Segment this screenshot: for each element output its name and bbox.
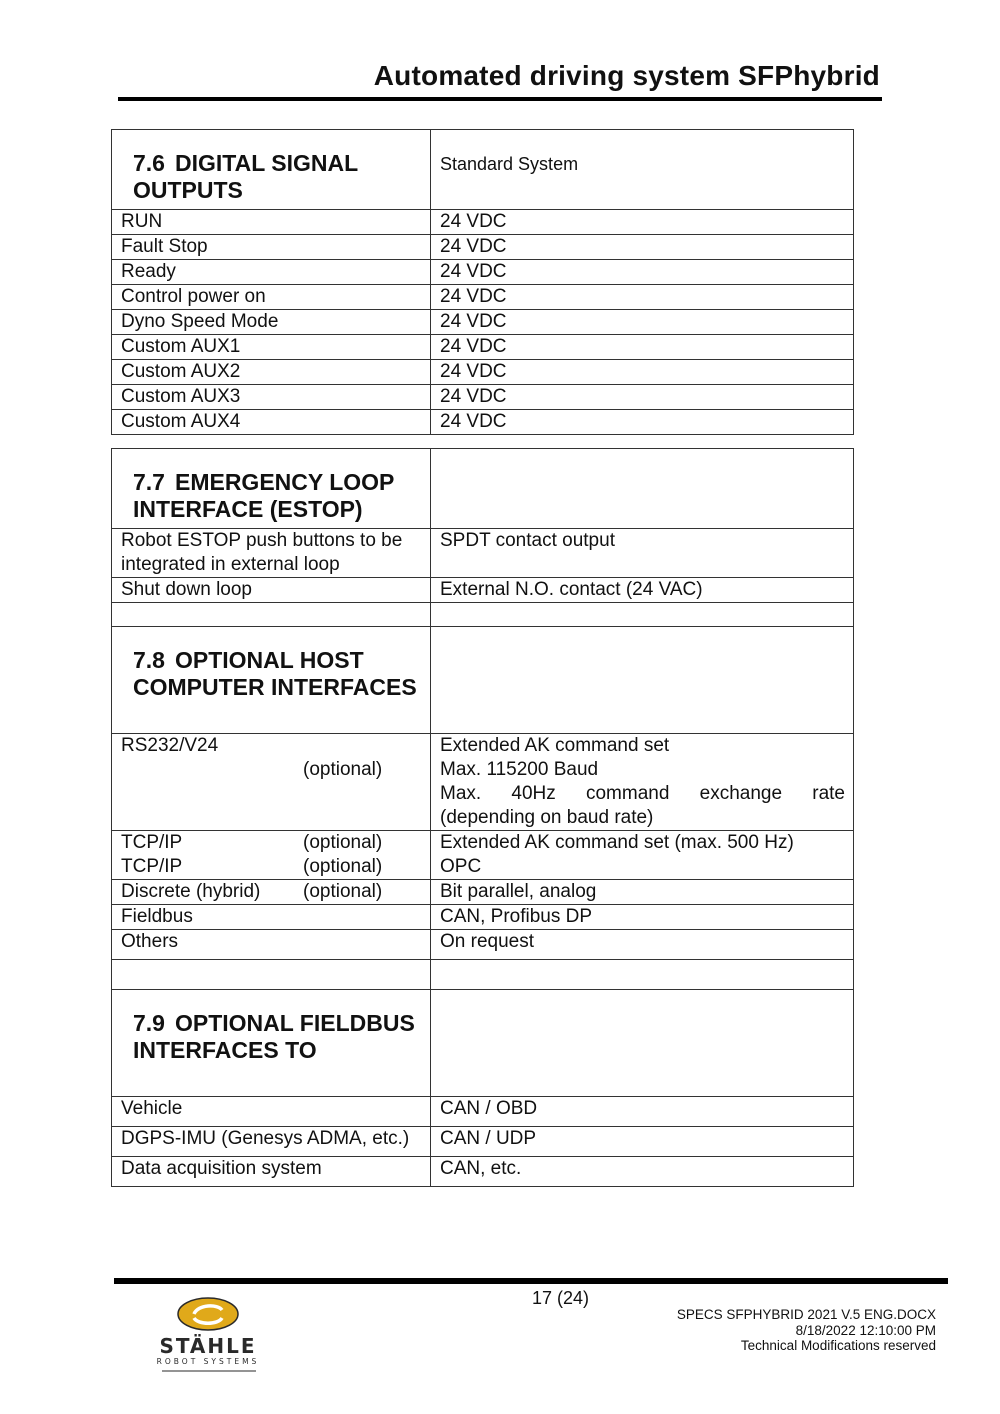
- section-title: 7.9 OPTIONAL FIELDBUS INTERFACES TO: [133, 1010, 415, 1063]
- section-number: 7.8: [133, 647, 165, 673]
- table-row: DGPS-IMU (Genesys ADMA, etc.) CAN / UDP: [112, 1127, 854, 1157]
- section-header-7-7: [112, 449, 854, 529]
- section-title: 7.6 DIGITAL SIGNAL OUTPUTS: [133, 150, 358, 203]
- table-row: Discrete (hybrid) (optional) Bit parallel, analog: [112, 880, 854, 905]
- rs232-label: RS232/V24: [121, 735, 219, 756]
- footer-rule: [114, 1278, 948, 1284]
- table-row: Custom AUX1 24 VDC: [112, 335, 854, 360]
- section-title: 7.8 OPTIONAL HOST COMPUTER INTERFACES: [133, 647, 417, 700]
- table-row: Others On request: [112, 930, 854, 960]
- table-row: Dyno Speed Mode 24 VDC: [112, 310, 854, 335]
- section-number: 7.7: [133, 469, 165, 495]
- table-row: Shut down loop External N.O. contact (24 VAC): [112, 578, 854, 603]
- section-number: 7.9: [133, 1010, 165, 1036]
- digital-outputs-table: [111, 129, 854, 435]
- section-note: Standard System: [431, 130, 854, 210]
- table-row: Vehicle CAN / OBD: [112, 1097, 854, 1127]
- section-header-7-9: [112, 990, 854, 1097]
- section-header-7-6: [112, 130, 854, 210]
- optional-tag: (optional): [303, 832, 383, 853]
- optional-tag: (optional): [303, 759, 383, 780]
- table-row: Fieldbus CAN, Profibus DP: [112, 905, 854, 930]
- table-row: RUN 24 VDC: [112, 210, 854, 235]
- table-row: Fault Stop 24 VDC: [112, 235, 854, 260]
- section-header-7-8: [112, 627, 854, 734]
- footer-meta: [677, 1307, 936, 1354]
- optional-tag: (optional): [303, 856, 383, 877]
- document-date: 8/18/2022 12:10:00 PM: [795, 1322, 936, 1338]
- header-rule: [118, 97, 882, 101]
- table-row: Data acquisition system CAN, etc.: [112, 1157, 854, 1187]
- table-row: Custom AUX3 24 VDC: [112, 385, 854, 410]
- document-filename: SPECS SFPHYBRID 2021 V.5 ENG.DOCX: [676, 1307, 936, 1322]
- logo-subtitle: ROBOT SYSTEMS: [156, 1357, 260, 1366]
- table-row: RS232/V24 (optional) Extended AK command set Max. 115200 Baud Max. 40Hz command exchange rate (depending on baud rate): [112, 734, 854, 831]
- table-row: Control power on 24 VDC: [112, 285, 854, 310]
- page-number: 17 (24): [532, 1288, 590, 1308]
- table-row: Custom AUX2 24 VDC: [112, 360, 854, 385]
- logo-badge: [178, 1298, 238, 1330]
- optional-tag: (optional): [303, 881, 383, 902]
- table-row: Ready 24 VDC: [112, 260, 854, 285]
- empty-row: [112, 603, 854, 627]
- table-row: Custom AUX4 24 VDC: [112, 410, 854, 435]
- table-row: Robot ESTOP push buttons to be integrated in external loop SPDT contact output: [112, 529, 854, 578]
- empty-row: [112, 960, 854, 990]
- footer-note: Technical Modifications reserved: [740, 1338, 936, 1353]
- table-row: TCP/IP (optional) TCP/IP (optional) Extended AK command set (max. 500 Hz) OPC: [112, 831, 854, 880]
- staehle-logo: [134, 1295, 284, 1375]
- interfaces-table: [111, 448, 854, 1187]
- section-title: 7.7 EMERGENCY LOOP INTERFACE (ESTOP): [133, 469, 394, 522]
- section-number: 7.6: [133, 150, 165, 176]
- page-title: Automated driving system SFPhybrid: [373, 60, 880, 91]
- logo-wordmark: STÄHLE: [159, 1334, 257, 1358]
